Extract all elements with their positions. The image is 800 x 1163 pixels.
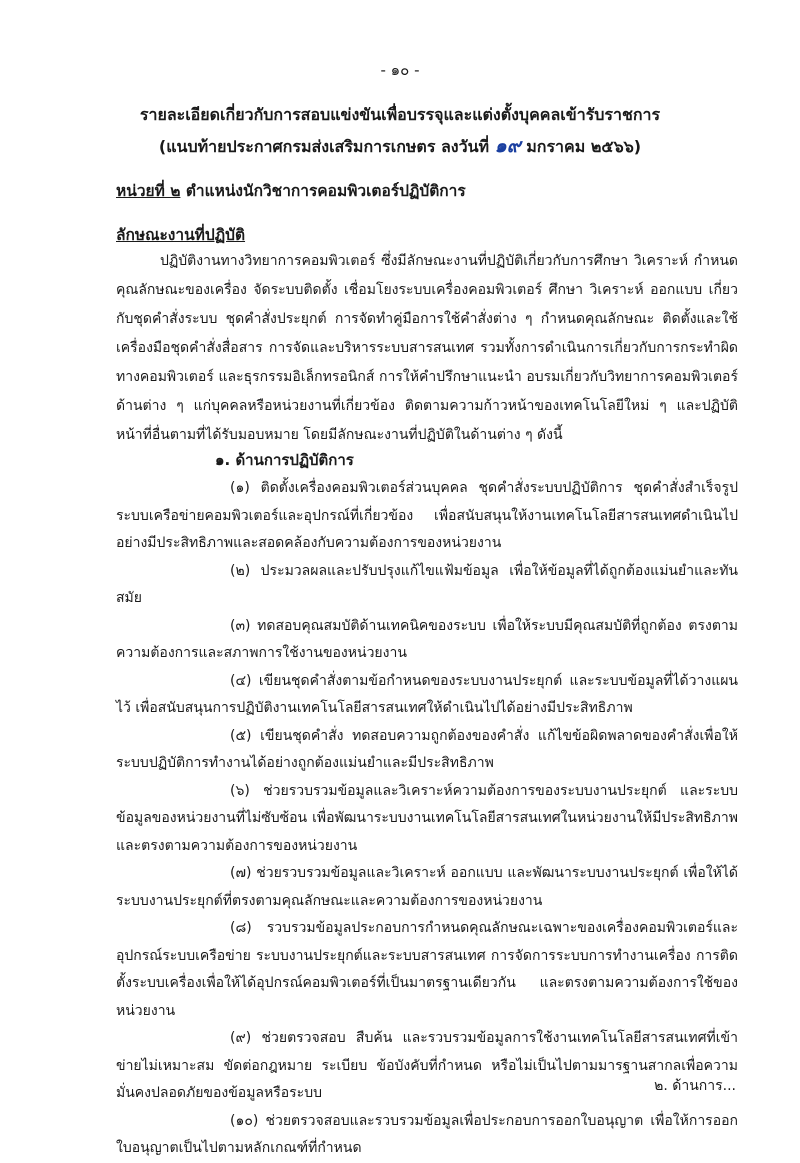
duty-list (116, 475, 738, 1163)
handwritten-day: ๑๙ (494, 135, 521, 157)
unit-heading (116, 178, 466, 203)
unit-position: ตำแหน่งนักวิชาการคอมพิวเตอร์ปฏิบัติการ (185, 182, 466, 200)
duty-item: (๖) ช่วยรวบรวมข้อมูลและวิเคราะห์ความต้องการของระบบงานประยุกต์ และระบบข้อมูลของหน่วยงานที่ไม่ซับซ้อน เพื่อพัฒนาระบบงานเทคโนโลยีสารสนเทศในหน่วยงานให้มีประสิทธิภาพและตรงตามความต้องการของหน่วยงาน (116, 782, 738, 854)
unit-label: หน่วยที่ ๒ (116, 182, 181, 200)
continuation-note: ๒. ด้านการ... (654, 1078, 736, 1094)
subsection-heading: ๑. ด้านการปฏิบัติการ (215, 451, 354, 469)
section-heading: ลักษณะงานที่ปฏิบัติ (116, 226, 246, 244)
subtitle-prefix: (แนบท้ายประกาศกรมส่งเสริมการเกษตร ลงวันที่ (158, 137, 490, 156)
duty-item: (๙) ช่วยตรวจสอบ สืบค้น และรวบรวมข้อมูลการใช้งานเทคโนโลยีสารสนเทศที่เข้าข่ายไม่เหมาะสม ขัดต่อกฎหมาย ระเบียบ ข้อบังคับที่กำหนด หรือไม่เป็นไปตามมารฐานสากลเพื่อความมั่นคงปลอดภัยของข้อมูลหรือระบบ (116, 1030, 738, 1101)
duty-item: (๘) รวบรวมข้อมูลประกอบการกำหนดคุณลักษณะเฉพาะของเครื่องคอมพิวเตอร์และอุปกรณ์ระบบเครือข่าย ระบบงานประยุกต์และระบบสารสนเทศ การจัดการระบบการทำงานเครื่อง การติดตั้งระบบเครื่องเพื่อให้ได้อุปกรณ์คอมพิวเตอร์ที่เป็นมาตรฐานเดียวกัน และตรงตามความต้องการใช้ของหน่วยงาน (116, 920, 738, 1019)
subtitle-suffix: มกราคม ๒๕๖๖) (526, 137, 642, 156)
duty-item: (๕) เขียนชุดคำสั่ง ทดสอบความถูกต้องของคำสั่ง แก้ไขข้อผิดพลาดของคำสั่งเพื่อให้ระบบปฏิบัติการทำงานได้อย่างถูกต้องแม่นยำและมีประสิทธิภาพ (116, 727, 738, 771)
duty-item: (๔) เขียนชุดคำสั่งตามข้อกำหนดของระบบงานประยุกต์ และระบบข้อมูลที่ได้วางแผนไว้ เพื่อสนับสนุนการปฏิบัติงานเทคโนโลยีสารสนเทศให้ดำเนินไปได้อย่างมีประสิทธิภาพ (116, 672, 738, 716)
intro-paragraph: ปฏิบัติงานทางวิทยาการคอมพิวเตอร์ ซึ่งมีลักษณะงานที่ปฏิบัติเกี่ยวกับการศึกษา วิเคราะห์ กำหนดคุณลักษณะของเครื่อง จัดระบบติดตั้ง เชื่อมโยงระบบเครื่องคอมพิวเตอร์ ศึกษา วิเคราะห์ ออกแบบ เกี่ยวกับชุดคำสั่งระบบ ชุดคำสั่งประยุกต์ การจัดทำคู่มือการใช้คำสั่งต่าง ๆ กำหนดคุณลักษณะ ติดตั้งและใช้เครื่องมือชุดคำสั่งสื่อสาร การจัดและบริหารระบบสารสนเทศ รวมทั้งการดำเนินการเกี่ยวกับการกระทำผิดทางคอมพิวเตอร์ และธุรกรรมอิเล็กทรอนิกส์ การให้คำปรึกษาแนะนำ อบรมเกี่ยวกับวิทยาการคอมพิวเตอร์ด้านต่าง ๆ แก่บุคคลหรือหน่วยงานที่เกี่ยวข้อง ติดตามความก้าวหน้าของเทคโนโลยีใหม่ ๆ และปฏิบัติหน้าที่อื่นตามที่ได้รับมอบหมาย โดยมีลักษณะงานที่ปฏิบัติในด้านต่าง ๆ ดังนี้ (116, 253, 738, 443)
document-title: รายละเอียดเกี่ยวกับการสอบแข่งขันเพื่อบรรจุและแต่งตั้งบุคคลเข้ารับราชการ (139, 105, 661, 124)
duty-item: (๗) ช่วยรวบรวมข้อมูลและวิเคราะห์ ออกแบบ และพัฒนาระบบงานประยุกต์ เพื่อให้ได้ระบบงานประยุกต์ที่ตรงตามคุณลักษณะและความต้องการของหน่วยงาน (116, 865, 738, 909)
page-number: - ๑๐ - (380, 61, 420, 79)
duty-item: (๑๐) ช่วยตรวจสอบและรวบรวมข้อมูลเพื่อประกอบการออกใบอนุญาต เพื่อให้การออกใบอนุญาตเป็นไปตามหลักเกณฑ์ที่กำหนด (116, 1112, 738, 1156)
duty-item: (๓) ทดสอบคุณสมบัติด้านเทคนิคของระบบ เพื่อให้ระบบมีคุณสมบัติที่ถูกต้อง ตรงตามความต้องการและสภาพการใช้งานของหน่วยงาน (116, 617, 738, 661)
duty-item: (๑) ติดตั้งเครื่องคอมพิวเตอร์ส่วนบุคคล ชุดคำสั่งระบบปฏิบัติการ ชุดคำสั่งสำเร็จรูป ระบบเครือข่ายคอมพิวเตอร์และอุปกรณ์ที่เกี่ยวข้อง เพื่อสนับสนุนให้งานเทคโนโลยีสารสนเทศดำเนินไปอย่างมีประสิทธิภาพและสอดคล้องกับความต้องการของหน่วยงาน (116, 480, 738, 551)
duty-item: (๒) ประมวลผลและปรับปรุงแก้ไขแฟ้มข้อมูล เพื่อให้ข้อมูลที่ได้ถูกต้องแม่นยำและทันสมัย (116, 562, 738, 606)
document-subtitle (0, 131, 800, 161)
